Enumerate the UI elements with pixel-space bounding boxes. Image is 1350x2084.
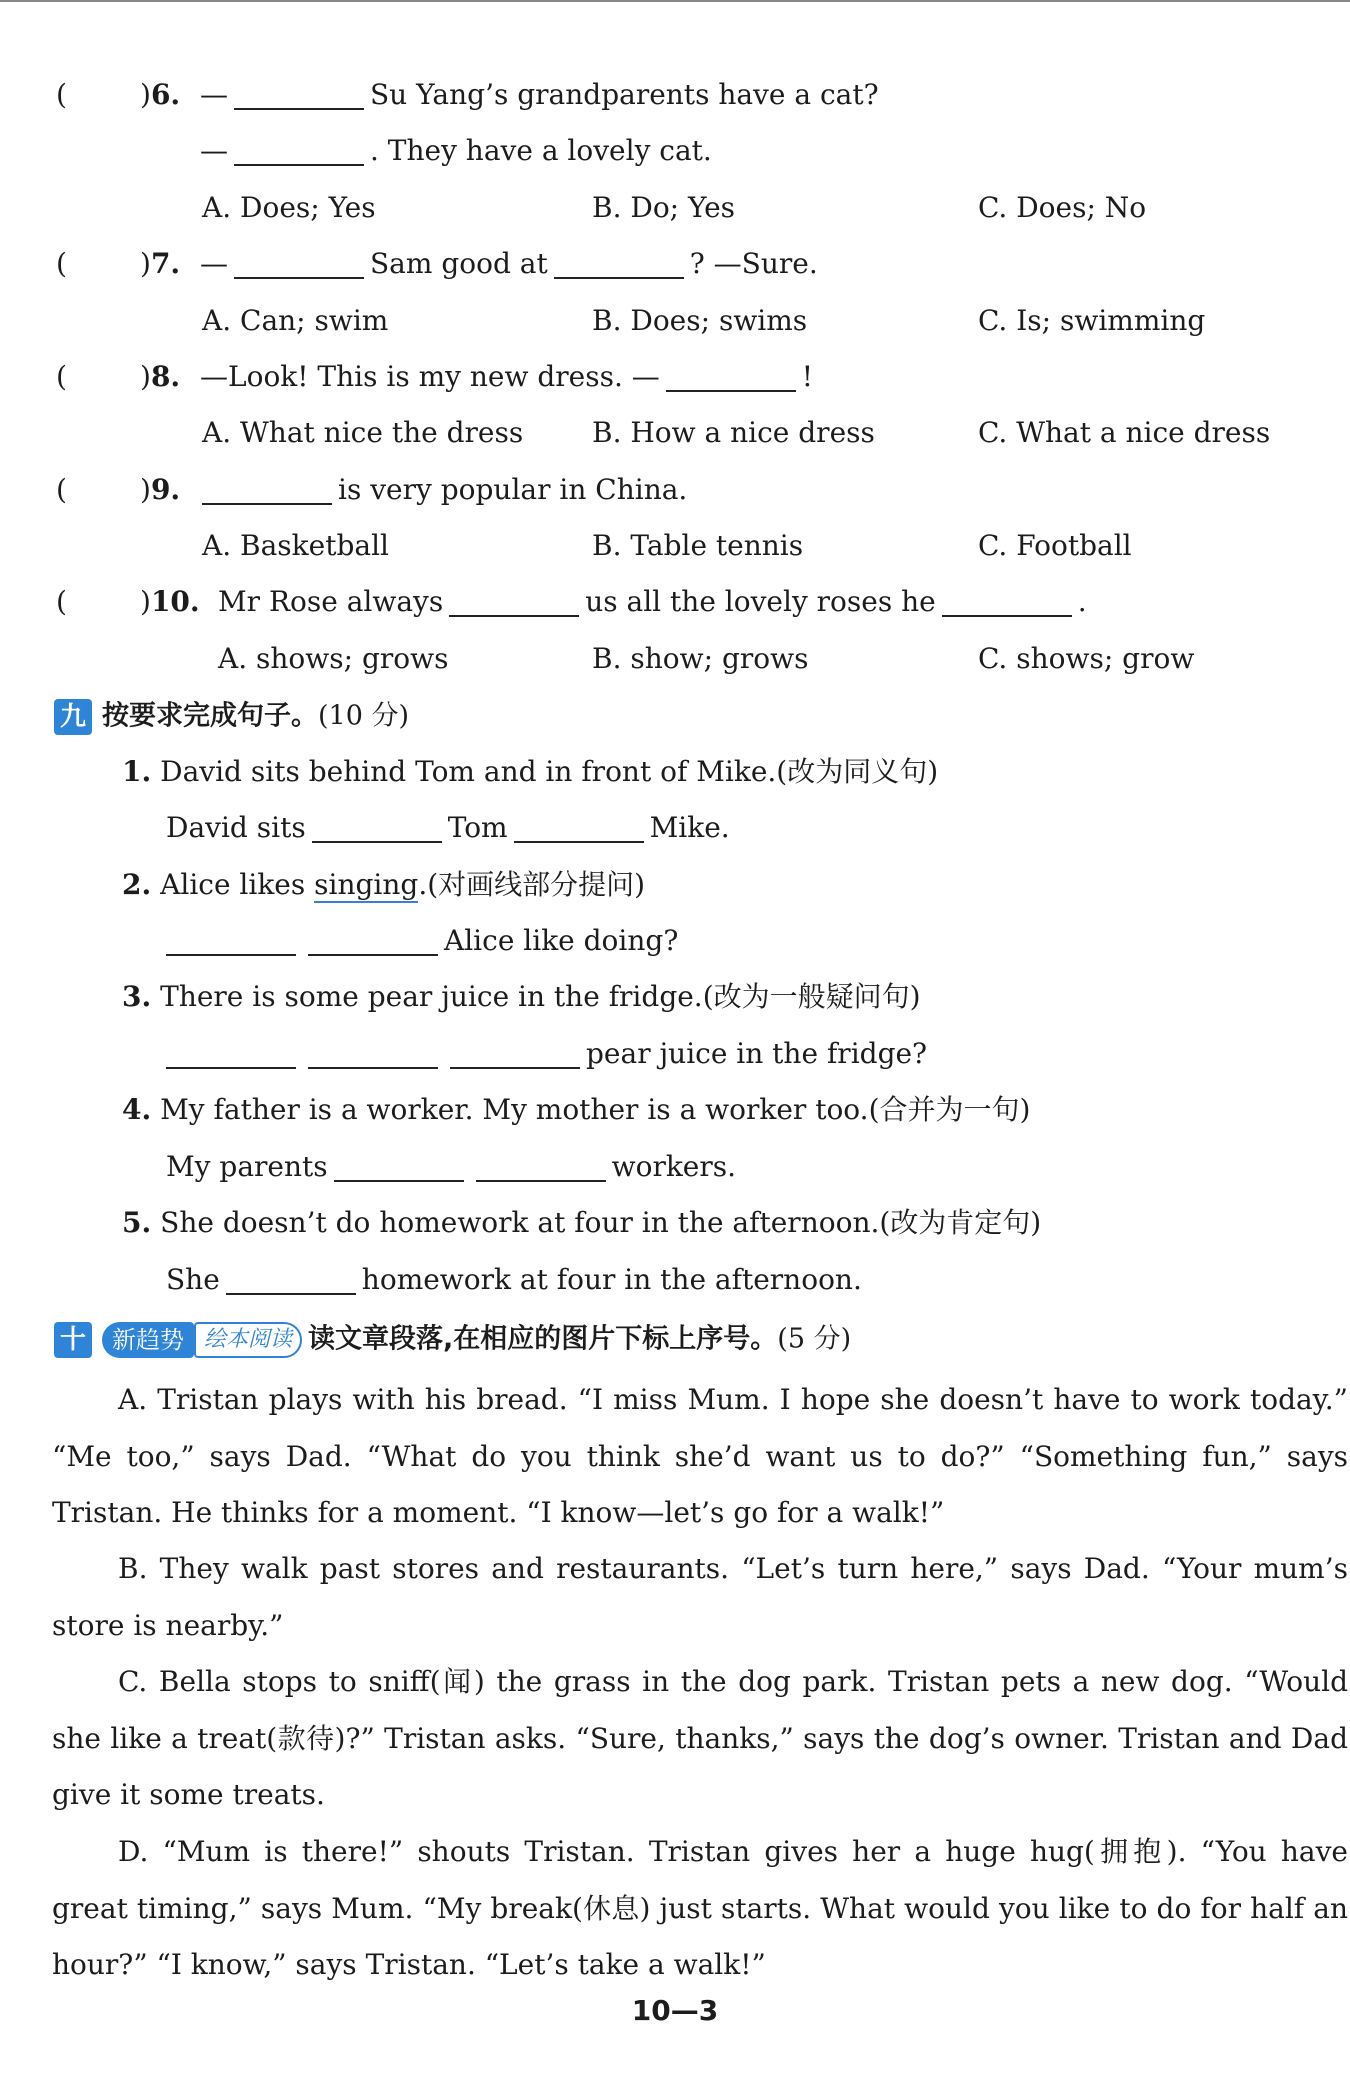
section-10-score: (5 分)	[777, 1323, 852, 1355]
question-8-line-1: —Look! This is my new dress. — !	[200, 360, 814, 393]
rewrite-answer: Alice like doing?	[160, 921, 678, 961]
question-9-line-1: is very popular in China.	[196, 470, 687, 510]
answer-paren-open: (	[56, 360, 67, 393]
fill-blank[interactable]	[942, 585, 1072, 617]
new-trend-tag: 新趋势	[102, 1322, 194, 1358]
top-border-line	[0, 0, 1350, 2]
answer-paren-close: )9.	[140, 473, 181, 506]
fill-blank[interactable]	[334, 1150, 464, 1182]
fill-blank[interactable]	[449, 585, 579, 617]
fill-blank[interactable]	[166, 1037, 296, 1069]
fill-blank[interactable]	[514, 811, 644, 843]
page-number: 10—3	[631, 1994, 719, 2027]
answer-paren-open: (	[56, 247, 67, 280]
section-9-header	[54, 695, 409, 737]
rewrite-question: 1. David sits behind Tom and in front of Mike.(改为同义句)	[122, 755, 939, 788]
option-c: C. What a nice dress	[978, 416, 1271, 449]
reading-paragraph-d: D. “Mum is there!” shouts Tristan. Tristan gives her a huge hug(拥抱). “You have great timing,” says Mum. “My break(休息) just starts. What would you like to do for half an hour?” “I know,” says Tristan. “Let’s take a walk!”	[52, 1835, 1348, 1981]
fill-blank[interactable]	[234, 78, 364, 110]
section-9-score: (10 分)	[318, 700, 410, 732]
rewrite-answer: My parents workers.	[166, 1150, 737, 1183]
answer-paren-open: (	[56, 473, 67, 506]
section-10-title: 读文章段落,在相应的图片下标上序号。	[308, 1323, 778, 1355]
rewrite-question: 2. Alice likes singing.(对画线部分提问)	[122, 868, 646, 901]
picture-book-tag: 绘本阅读	[194, 1322, 302, 1358]
question-6-line-1: — Su Yang’s grandparents have a cat?	[200, 78, 879, 111]
rewrite-question: 3. There is some pear juice in the fridge.(改为一般疑问句)	[122, 980, 921, 1013]
fill-blank[interactable]	[476, 1150, 606, 1182]
section-9-title: 按要求完成句子。	[102, 700, 318, 732]
rewrite-answer: pear juice in the fridge?	[160, 1034, 927, 1074]
option-a: A. shows; grows	[218, 642, 449, 675]
fill-blank[interactable]	[226, 1263, 356, 1295]
fill-blank[interactable]	[202, 473, 332, 505]
fill-blank[interactable]	[234, 134, 364, 166]
fill-blank[interactable]	[234, 247, 364, 279]
fill-blank[interactable]	[666, 360, 796, 392]
reading-paragraph-a: A. Tristan plays with his bread. “I miss Mum. I hope she doesn’t have to work today.” “Me too,” says Dad. “What do you think she’d want us to do?” “Something fun,” says Tristan. He thinks for a moment. “I know—let’s go for a walk!”	[52, 1383, 1348, 1529]
section-10-header	[54, 1318, 851, 1360]
option-c: C. Is; swimming	[978, 304, 1206, 337]
answer-paren-close: )10.	[140, 585, 200, 618]
reading-paragraph-c: C. Bella stops to sniff(闻) the grass in the dog park. Tristan pets a new dog. “Would she like a treat(款待)?” Tristan asks. “Sure, thanks,” says the dog’s owner. Tristan and Dad give it some treats.	[52, 1665, 1348, 1811]
option-c: C. shows; grow	[978, 642, 1195, 675]
fill-blank[interactable]	[312, 811, 442, 843]
rewrite-answer: David sits Tom Mike.	[166, 811, 730, 844]
answer-paren-open: (	[56, 78, 67, 111]
underlined-word: singing	[314, 868, 419, 901]
fill-blank[interactable]	[450, 1037, 580, 1069]
option-c: C. Football	[978, 529, 1132, 562]
answer-paren-close: )7.	[140, 247, 181, 280]
answer-paren-open: (	[56, 585, 67, 618]
option-b: B. show; grows	[592, 642, 809, 675]
fill-blank[interactable]	[308, 1037, 438, 1069]
option-c: C. Does; No	[978, 191, 1147, 224]
option-a: A. Can; swim	[202, 304, 389, 337]
section-10-badge: 十	[54, 1322, 92, 1358]
option-a: A. What nice the dress	[202, 416, 524, 449]
option-a: A. Does; Yes	[202, 191, 376, 224]
reading-paragraph-b: B. They walk past stores and restaurants. “Let’s turn here,” says Dad. “Your mum’s store is nearby.”	[52, 1552, 1348, 1642]
question-7-line-1: — Sam good at ? —Sure.	[200, 247, 818, 280]
question-6-line-2: — . They have a lovely cat.	[200, 134, 712, 167]
answer-paren-close: )6.	[140, 78, 181, 111]
section-9-badge: 九	[54, 699, 92, 735]
rewrite-question: 4. My father is a worker. My mother is a worker too.(合并为一句)	[122, 1093, 1031, 1126]
fill-blank[interactable]	[166, 924, 296, 956]
rewrite-question: 5. She doesn’t do homework at four in the afternoon.(改为肯定句)	[122, 1206, 1042, 1239]
fill-blank[interactable]	[554, 247, 684, 279]
rewrite-answer: She homework at four in the afternoon.	[166, 1263, 862, 1296]
option-b: B. Does; swims	[592, 304, 808, 337]
option-b: B. How a nice dress	[592, 416, 875, 449]
option-b: B. Do; Yes	[592, 191, 736, 224]
question-10-line-1: Mr Rose always us all the lovely roses he .	[218, 585, 1087, 618]
answer-paren-close: )8.	[140, 360, 181, 393]
fill-blank[interactable]	[308, 924, 438, 956]
option-b: B. Table tennis	[592, 529, 804, 562]
option-a: A. Basketball	[202, 529, 389, 562]
